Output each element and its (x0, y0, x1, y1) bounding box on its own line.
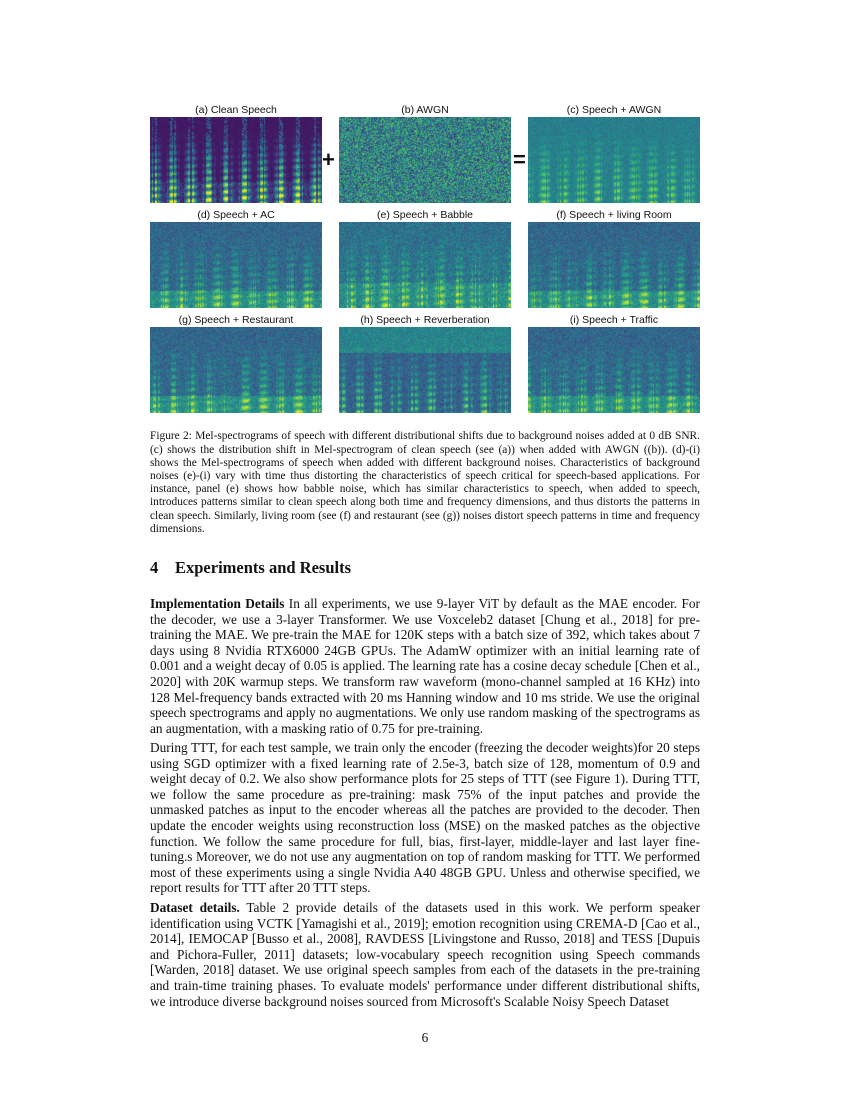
panel-g (150, 313, 322, 413)
equals-operator: = (513, 147, 526, 172)
panel-f (528, 208, 700, 308)
plus-operator: + (322, 147, 335, 172)
spectrogram-speech-babble (339, 222, 511, 308)
paragraph-body: During TTT, for each test sample, we train only the encoder (freezing the decoder weights)for 20 steps using SGD optimizer with a fixed learning rate of 2.5e-3, batch size of 128, momentum of 0.9 and weight decay of 0.2. We also show performance plots for 25 steps of TTT (see Figure 1). During TTT, we follow the same procedure as pre-training: mask 75% of the input patches and provide the unmasked patches as input to the encoder whereas all the patches are provided to the decoder. Then update the encoder weights using reconstruction loss (MSE) on the masked patches as the objective function. We follow the same procedure for full, bias, first-layer, middle-layer and last layer fine-tuning.s Moreover, we do not use any augmentation on top of random masking for TTT. We performed most of these experiments using a single Nvidia A40 48GB GPU. Unless and otherwise specified, we report results for TTT after 20 TTT steps. (150, 740, 700, 896)
spectrogram-clean-speech (150, 117, 322, 203)
spectrogram-speech-living-room (528, 222, 700, 308)
panel-title: (d) Speech + AC (197, 209, 275, 221)
panel-title: (f) Speech + living Room (556, 209, 672, 221)
spectrogram-speech-restaurant (150, 327, 322, 413)
paragraph-heading: Implementation Details (150, 596, 285, 611)
panel-title: (i) Speech + Traffic (569, 314, 659, 326)
panel-b (339, 103, 511, 203)
panel-d (150, 208, 322, 308)
panel-e (339, 208, 511, 308)
spectrogram-speech-ac (150, 222, 322, 308)
panel-title: (a) Clean Speech (195, 104, 277, 116)
panel-i (528, 313, 700, 413)
spectrogram-speech-traffic (528, 327, 700, 413)
spectrogram-awgn (339, 117, 511, 203)
page-number: 6 (421, 1030, 429, 1045)
panel-c (528, 103, 700, 203)
paragraph-ttt (150, 740, 700, 896)
spectrogram-speech-awgn (528, 117, 700, 203)
section-title: Experiments and Results (175, 558, 352, 577)
paragraph-heading: Dataset details. (150, 900, 240, 915)
panel-title: (b) AWGN (401, 104, 449, 116)
panel-title: (h) Speech + Reverberation (360, 314, 490, 326)
paragraph-body: Table 2 provide details of the datasets used in this work. We perform speaker identification using VCTK [Yamagishi et al., 2019]; emotion recognition using CREMA-D [Cao et al., 2014], IEMOCAP [Busso et al., 2008], RAVDESS [Livingstone and Russo, 2018] and TESS [Dupuis and Pichora-Fuller, 2011] datasets; low-vocabulary speech recognition using Speech commands [Warden, 2018] dataset. We use original speech samples from each of the datasets in the pre-training and train-time training phases. To evaluate models' performance under different distributional shifts, we introduce diverse background noises sourced from Microsoft's Scalable Noisy Speech Dataset (150, 900, 700, 1009)
panel-title: (c) Speech + AWGN (566, 104, 662, 116)
section-number: 4 (150, 558, 159, 577)
paragraph-implementation-details (150, 596, 700, 736)
panel-title: (e) Speech + Babble (376, 209, 474, 221)
figure-caption: Figure 2: Mel-spectrograms of speech with different distributional shifts due to background noises added at 0 dB SNR. (c) shows the distribution shift in Mel-spectrogram of clean speech (see (a)) when added with AWGN ((b)). (d)-(i) shows the Mel-spectrograms of speech when added with different background noises. Characteristics of background noises (e)-(i) vary with time thus distorting the characteristics of speech critical for speech-based applications. For instance, panel (e) shows how babble noise, which has similar characteristics to speech, when added to speech, introduces patterns similar to clean speech along both time and frequency dimensions, and thus distorts the patterns in clean speech. Similarly, living room (see (f) and restaurant (see (g)) noises distort speech patterns in time and frequency dimensions. (150, 430, 700, 535)
panel-h (339, 313, 511, 413)
spectrogram-speech-reverberation (339, 327, 511, 413)
panel-a (150, 103, 322, 203)
paragraph-dataset-details (150, 900, 700, 1009)
section-heading (150, 558, 351, 578)
paragraph-body: In all experiments, we use 9-layer ViT by default as the MAE encoder. For the decoder, we use a 3-layer Transformer. We use Voxceleb2 dataset [Chung et al., 2018] for pre-training the MAE. We pre-train the MAE for 120K steps with a batch size of 392, which takes about 7 days using 8 Nvidia RTX6000 24GB GPUs. The AdamW optimizer with an initial learning rate of 0.001 and a weight decay of 0.05 is applied. The learning rate has a cosine decay schedule [Chen et al., 2020] with 20K warmup steps. We transform raw waveform (mono-channel sampled at 16 KHz) into 128 Mel-frequency bands extracted with 20 ms Hanning window and 10 ms stride. We use the original speech spectrograms and apply no augmentations. We only use random masking of the spectrograms as an augmentation, with a masking ratio of 0.75 for pre-training. (150, 596, 700, 736)
panel-title: (g) Speech + Restaurant (178, 314, 294, 326)
